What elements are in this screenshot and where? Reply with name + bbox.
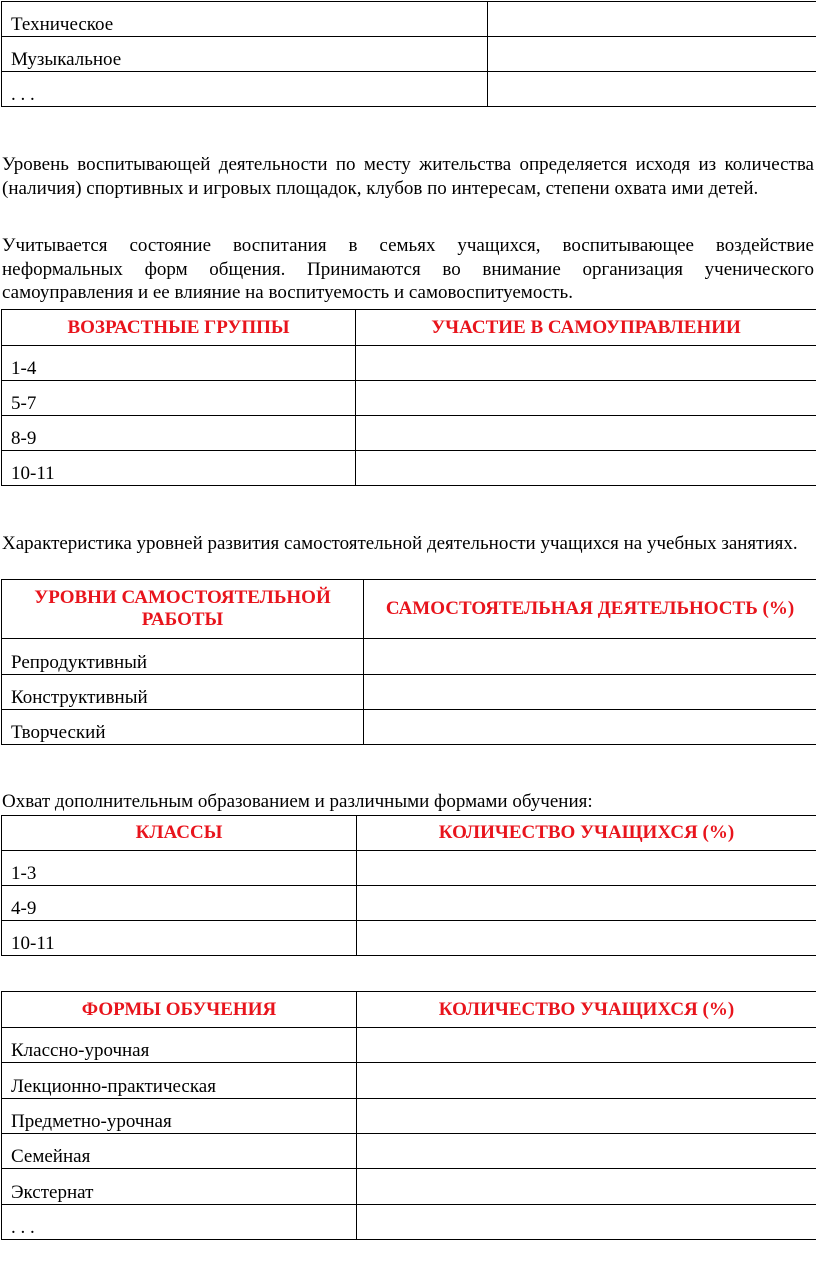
table-cell: Классно-урочная [2, 1028, 357, 1063]
column-header: ФОРМЫ ОБУЧЕНИЯ [2, 992, 357, 1028]
table-row [2, 921, 816, 956]
table-row [2, 72, 816, 107]
table-row [2, 675, 816, 710]
table-cell: 5-7 [2, 381, 356, 416]
table-cell: 8-9 [2, 416, 356, 451]
table-row [2, 1028, 816, 1063]
table-cell: . . . [2, 1205, 357, 1240]
table-row [2, 851, 816, 886]
table-cell-empty [357, 1134, 816, 1169]
table-cell: Предметно-урочная [2, 1099, 357, 1134]
self-government-table [1, 309, 816, 486]
table-cell-empty [356, 381, 816, 416]
table-cell: 10-11 [2, 451, 356, 486]
table-cell-empty [357, 1028, 816, 1063]
table-cell: Семейная [2, 1134, 357, 1169]
table-row [2, 710, 816, 745]
table-cell-empty [356, 416, 816, 451]
table-row [2, 886, 816, 921]
table-row [2, 416, 816, 451]
paragraph-leisure: Уровень воспитывающей деятельности по месту жительства определяется исходя из количества (наличия) спортивных и игровых площадок, клубов по интересам, степени охвата ими детей. [2, 154, 814, 199]
table-row [2, 1099, 816, 1134]
learning-forms-table [1, 991, 816, 1240]
column-header: КЛАССЫ [2, 816, 357, 851]
table-cell: . . . [2, 72, 488, 107]
column-header: ВОЗРАСТНЫЕ ГРУППЫ [2, 310, 356, 346]
classes-table [1, 815, 816, 956]
table-cell-empty [357, 1169, 816, 1205]
independent-work-table [1, 579, 816, 745]
table-cell: 1-4 [2, 346, 356, 381]
table-cell-empty [364, 675, 816, 710]
table-row [2, 37, 816, 72]
paragraph-family: Учитывается состояние воспитания в семьях учащихся, воспитывающее воздействие неформальных форм общения. Принимаются во внимание организация ученического самоуправления и ее влияние на воспитуемость и самовоспитуемость. [2, 235, 814, 303]
table-cell-empty [364, 710, 816, 745]
table-cell-empty [357, 1205, 816, 1240]
table-cell-empty [364, 639, 816, 675]
paragraph-independent-activity: Характеристика уровней развития самостоятельной деятельности учащихся на учебных занятиях. [2, 533, 798, 554]
table-cell: Музыкальное [2, 37, 488, 72]
table-cell-empty [357, 1099, 816, 1134]
table-row [2, 381, 816, 416]
table-row [2, 1169, 816, 1205]
table-cell-empty [488, 72, 816, 107]
table-cell: Творческий [2, 710, 364, 745]
table-cell: 10-11 [2, 921, 357, 956]
column-header: УЧАСТИЕ В САМОУПРАВЛЕНИИ [356, 310, 816, 346]
table-row [2, 1063, 816, 1099]
table-cell: Экстернат [2, 1169, 357, 1205]
table-cell-empty [488, 2, 816, 37]
table-header-row [2, 580, 816, 639]
column-header: УРОВНИ САМОСТОЯТЕЛЬНОЙ РАБОТЫ [2, 580, 364, 639]
table-row [2, 346, 816, 381]
table-row [2, 451, 816, 486]
table-cell: Конструктивный [2, 675, 364, 710]
table-cell-empty [357, 851, 816, 886]
table-cell-empty [356, 346, 816, 381]
table-cell-empty [357, 1063, 816, 1099]
table-header-row [2, 816, 816, 851]
clubs-table [1, 1, 816, 107]
table-cell: Репродуктивный [2, 639, 364, 675]
table-cell: 1-3 [2, 851, 357, 886]
table-row [2, 1134, 816, 1169]
table-cell: Лекционно-практическая [2, 1063, 357, 1099]
table-header-row [2, 310, 816, 346]
table-cell-empty [357, 886, 816, 921]
table-cell: 4-9 [2, 886, 357, 921]
paragraph-additional-education: Охват дополнительным образованием и различными формами обучения: [2, 791, 593, 812]
table-cell-empty [488, 37, 816, 72]
table-cell-empty [357, 921, 816, 956]
table-row [2, 639, 816, 675]
column-header: КОЛИЧЕСТВО УЧАЩИХСЯ (%) [357, 992, 816, 1028]
table-row [2, 2, 816, 37]
column-header: КОЛИЧЕСТВО УЧАЩИХСЯ (%) [357, 816, 816, 851]
table-header-row [2, 992, 816, 1028]
table-row [2, 1205, 816, 1240]
table-cell: Техническое [2, 2, 488, 37]
table-cell-empty [356, 451, 816, 486]
column-header: САМОСТОЯТЕЛЬНАЯ ДЕЯТЕЛЬНОСТЬ (%) [364, 580, 816, 639]
